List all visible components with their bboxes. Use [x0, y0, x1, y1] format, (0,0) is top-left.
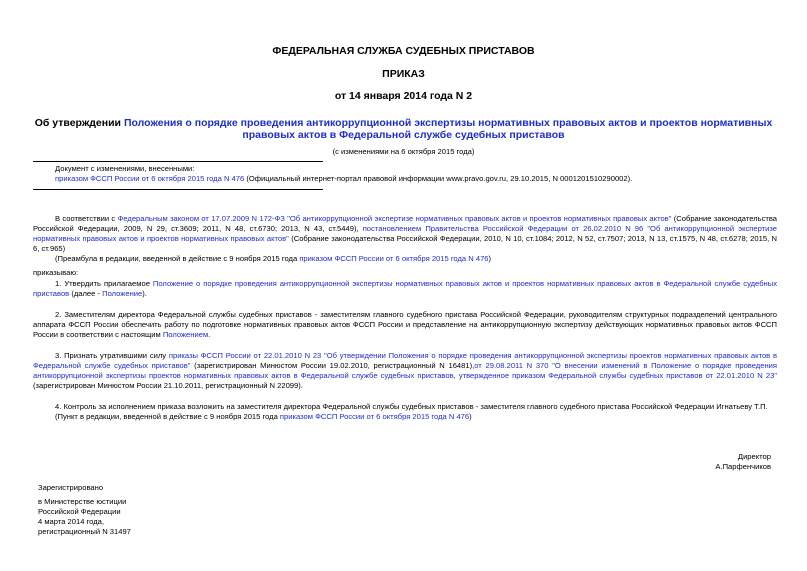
item1-link-regulation[interactable]: Положение о порядке проведения антикоррупционной экспертизы нормативных правовых актов и проектов нормативных правовых актов в Федеральной службе судебных приставов — [33, 279, 777, 298]
signature — [715, 452, 771, 472]
doc-type: ПРИКАЗ — [382, 68, 425, 80]
preamble-link-law[interactable]: Федеральным законом от 17.07.2009 N 172-ФЗ "Об антикоррупционной экспертизе нормативных правовых актов и проектов нормативных правовых актов" — [117, 214, 672, 223]
preamble-t2: (Собрание законодательства Российской Федерации, 2009, N 29, ст.3609; 2011, N 48, ст.6730; 2013, N 43, ст.5449), — [33, 214, 778, 233]
divider-bottom — [33, 189, 323, 190]
item3-t2: (зарегистрирован Минюстом России 19.02.2010, регистрационный N 16481), — [190, 361, 475, 370]
doc-title — [20, 117, 787, 141]
registration-block — [38, 483, 131, 537]
edition-note: (с изменениями на 6 октября 2015 года) — [332, 147, 475, 156]
registration-line: регистрационный N 31497 — [38, 527, 131, 536]
order-word: приказываю: — [33, 268, 79, 277]
item4-note-text: (Пункт в редакции, введенной в действие с 9 ноября 2015 года — [55, 412, 280, 421]
item-3 — [33, 351, 777, 391]
agency-name: ФЕДЕРАЛЬНАЯ СЛУЖБА СУДЕБНЫХ ПРИСТАВОВ — [272, 45, 535, 57]
registration-line: Зарегистрировано — [38, 483, 104, 492]
title-link[interactable]: Положения о порядке проведения антикоррупционной экспертизы нормативных правовых актов и проектов нормативных правовых актов в Федеральной службе судебных приставов — [123, 117, 773, 141]
item2-t2: . — [208, 330, 211, 339]
preamble-t3: (Собрание законодательства Российской Федерации, 2010, N 10, ст.1084; 2012, N 52, ст.7507; 2013, N 13, ст.1575, N 48, ст.6278; 2015, N 6, ст.965) — [33, 234, 777, 253]
registration-line: Российской Федерации — [38, 507, 121, 516]
item3-link-order-23[interactable]: приказы ФССП России от 22.01.2010 N 23 "Об утверждении Положения о порядке проведения антикоррупционной экспертизы проектов нормативных правовых актов в Федеральной службе судебных приставов" — [33, 351, 778, 370]
changes-line1: Документ с изменениями, внесенными: — [55, 164, 195, 173]
signature-name: А.Парфенчиков — [715, 462, 771, 471]
preamble — [33, 214, 777, 264]
registration-line: 4 марта 2014 года, — [38, 517, 104, 526]
item-4 — [33, 402, 777, 422]
item1-t1: 1. Утвердить прилагаемое — [55, 279, 153, 288]
item4-note-link[interactable]: приказом ФССП России от 6 октября 2015 года N 476 — [279, 412, 470, 421]
item1-t3: ). — [142, 289, 147, 298]
item2-t1: 2. Заместителям директора Федеральной службы судебных приставов - заместителям главного судебного пристава Российской Федерации, руководителям структурных подразделений центрального аппарата ФССП России обеспечить работу по подготовке нормативных правовых актов ФССП России и представление на антикоррупционную экспертизу действующих нормативных правовых актов ФССП России в соответствии с настоящим — [33, 310, 777, 339]
preamble-t1: В соответствии с — [55, 214, 118, 223]
item2-link[interactable]: Положением — [162, 330, 209, 339]
preamble-note-end: ) — [488, 254, 492, 263]
item-1 — [33, 279, 777, 299]
title-prefix: Об утверждении — [34, 117, 124, 129]
changes-link[interactable]: приказом ФССП России от 6 октября 2015 года N 476 — [55, 174, 245, 183]
item4-t1: 4. Контроль за исполнением приказа возложить на заместителя директора Федеральной службы судебных приставов - заместителя главного судебного пристава Российской Федерации Игнатьеву Т.П. — [55, 402, 768, 411]
preamble-text — [33, 214, 777, 254]
divider-top — [33, 161, 323, 162]
item4-note-end: ) — [469, 412, 472, 421]
registration-line: в Министерстве юстиции — [38, 497, 127, 506]
changes-rest: (Официальный интернет-портал правовой информации www.pravo.gov.ru, 29.10.2015, N 0001201510290002). — [244, 174, 633, 183]
item3-t3: (зарегистрирован Минюстом России 21.10.2011, регистрационный N 22099). — [33, 381, 303, 390]
preamble-note — [33, 254, 777, 264]
item1-link-short[interactable]: Положение — [102, 289, 143, 298]
changes-line2 — [55, 174, 775, 184]
doc-date-number: от 14 января 2014 года N 2 — [334, 90, 473, 102]
item-2 — [33, 310, 777, 340]
item1-t2: (далее - — [69, 289, 103, 298]
item3-link-order-370[interactable]: от 29.08.2011 N 370 "О внесении изменений в Положение о порядке проведения антикоррупционной экспертизы проектов нормативных правовых актов в Федеральной службе судебных приставов, утвержденное приказом Федеральной службы судебных приставов от 22.01.2010 N 23" — [33, 361, 777, 380]
preamble-note-text: (Преамбула в редакции, введенной в действие с 9 ноября 2015 года — [55, 254, 300, 263]
changes-box — [55, 164, 775, 184]
item3-t1: 3. Признать утратившими силу — [55, 351, 169, 360]
signature-position: Директор — [737, 452, 771, 461]
preamble-note-link[interactable]: приказом ФССП России от 6 октября 2015 года N 476 — [299, 254, 489, 263]
preamble-link-decree[interactable]: постановлением Правительства Российской Федерации от 26.02.2010 N 96 "Об антикоррупционной экспертизе нормативных правовых актов и проектов нормативных правовых актов" — [33, 224, 778, 243]
